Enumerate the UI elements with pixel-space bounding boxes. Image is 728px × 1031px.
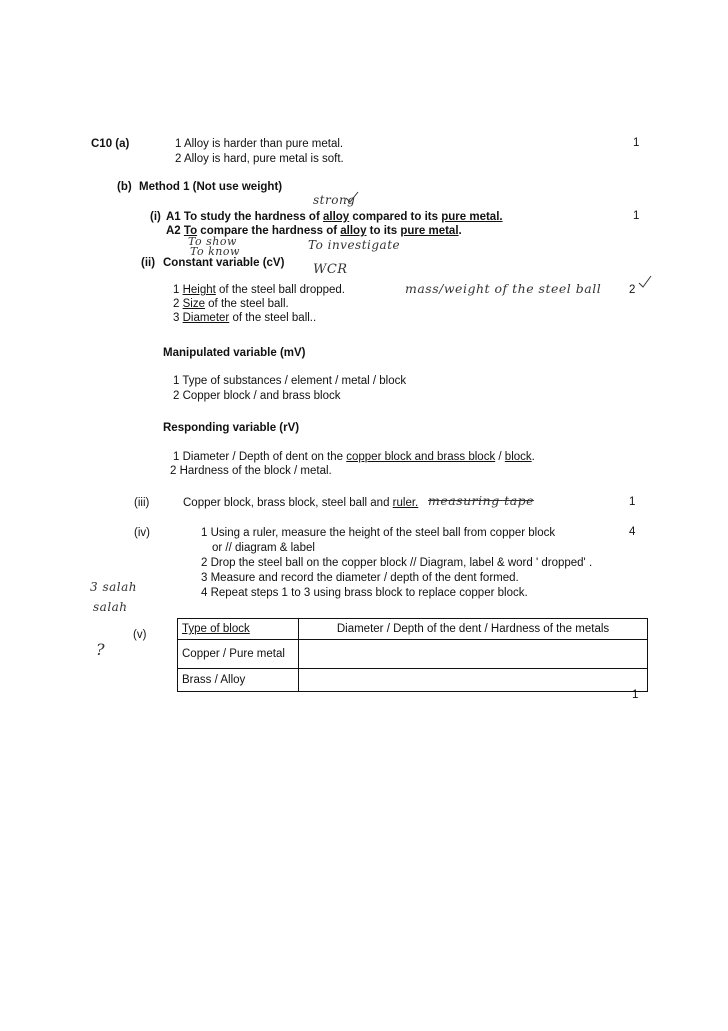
mark-b-iv: 4 — [629, 526, 636, 538]
handwriting-to-show: To show — [188, 235, 237, 248]
aim-a2: A2 To compare the hardness of alloy to its pure metal. — [166, 225, 462, 237]
answer-a-line-1: 1 Alloy is harder than pure metal. — [175, 138, 344, 150]
responding-variable-2: 2 Hardness of the block / metal. — [170, 465, 332, 477]
answer-a-line-2: 2 Alloy is hard, pure metal is soft. — [175, 153, 344, 165]
part-b-heading: Method 1 (Not use weight) — [139, 181, 283, 193]
manipulated-variable-1: 1 Type of substances / element / metal / block — [173, 375, 407, 387]
mark-a: 1 — [633, 137, 640, 149]
handwriting-salah-2: salah — [93, 600, 128, 614]
table-row — [178, 669, 648, 692]
handwriting-measuring-tape-crossed: measuring tape — [428, 493, 535, 508]
constant-variable-1: 1 Height of the steel ball dropped. — [173, 284, 345, 296]
mark-b-v: 1 — [632, 689, 639, 701]
manipulated-variable-heading: Manipulated variable (mV) — [163, 347, 306, 359]
mark-b-iii: 1 — [629, 496, 636, 508]
mark-b-i: 1 — [633, 210, 640, 222]
part-ii-label: (ii) — [141, 257, 156, 269]
responding-variable-heading: Responding variable (rV) — [163, 422, 300, 434]
responding-variable-1: 1 Diameter / Depth of dent on the copper block and brass block / block. — [173, 451, 535, 463]
table-header-row — [178, 619, 648, 640]
tick-icon — [345, 191, 359, 203]
handwriting-wcr: WCR — [313, 262, 348, 277]
mark-b-ii: 2 — [629, 284, 636, 296]
table-cell-empty — [299, 669, 648, 692]
table-row — [178, 640, 648, 669]
handwriting-salah-1: 3 salah — [90, 580, 137, 594]
procedure-step-3: 3 Measure and record the diameter / depth of the dent formed. — [201, 572, 519, 584]
constant-variable-heading: Constant variable (cV) — [163, 257, 285, 269]
part-iv-label: (iv) — [134, 527, 150, 539]
handwriting-to-know: To know — [190, 245, 240, 258]
tick-icon — [638, 275, 652, 289]
question-number: C10 (a) — [91, 138, 130, 150]
procedure-step-4: 4 Repeat steps 1 to 3 using brass block to replace copper block. — [201, 587, 528, 599]
table-header-measurement: Diameter / Depth of the dent / Hardness of the metals — [299, 619, 648, 640]
aim-a1: A1 To study the hardness of alloy compared to its pure metal. — [166, 211, 503, 223]
part-iii-label: (iii) — [134, 497, 150, 509]
table-cell-copper: Copper / Pure metal — [178, 640, 299, 669]
part-i-label: (i) — [150, 211, 161, 223]
handwriting-mass-weight: mass/weight of the steel ball — [405, 281, 602, 296]
constant-variable-2: 2 Size of the steel ball. — [173, 298, 289, 310]
table-header-type: Type of block — [178, 619, 299, 640]
part-b-label: (b) — [117, 181, 132, 193]
results-table — [177, 618, 648, 692]
part-v-label: (v) — [133, 629, 147, 641]
procedure-step-2: 2 Drop the steel ball on the copper block // Diagram, label & word ' dropped' . — [201, 557, 593, 569]
constant-variable-3: 3 Diameter of the steel ball.. — [173, 312, 317, 324]
table-cell-brass: Brass / Alloy — [178, 669, 299, 692]
handwriting-question-mark: ? — [96, 640, 106, 659]
apparatus-list: Copper block, brass block, steel ball and ruler. — [183, 497, 419, 509]
manipulated-variable-2: 2 Copper block / and brass block — [173, 390, 341, 402]
procedure-step-1-alt: or // diagram & label — [212, 542, 315, 554]
table-cell-empty — [299, 640, 648, 669]
handwriting-to-investigate: To investigate — [308, 238, 401, 252]
handwriting-strong: strong — [313, 193, 356, 207]
procedure-step-1: 1 Using a ruler, measure the height of the steel ball from copper block — [201, 527, 556, 539]
